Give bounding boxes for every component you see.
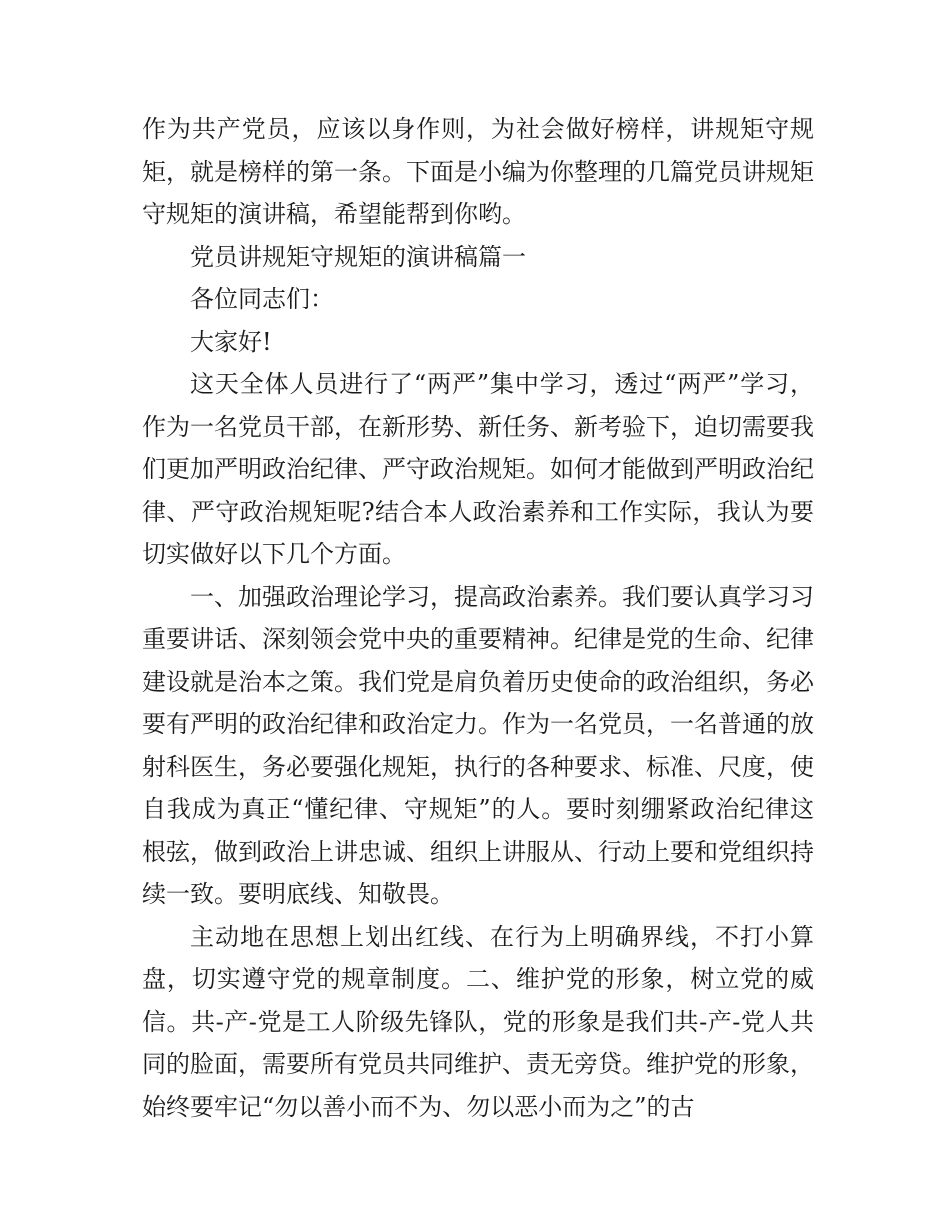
- intro-paragraph: 作为共产党员，应该以身作则，为社会做好榜样，讲规矩守规矩，就是榜样的第一条。下面是小编为你整理的几篇党员讲规矩守规矩的演讲稿，希望能帮到你哟。: [142, 115, 814, 228]
- salutation: 各位同志们：: [190, 285, 334, 313]
- document-body: [142, 108, 814, 1128]
- body-paragraph: 一、加强政治理论学习，提高政治素养。我们要认真学习习重要讲话、深刻领会党中央的重要精神。纪律是党的生命、纪律建设就是治本之策。我们党是肩负着历史使命的政治组织，务必要有严明的政治纪律和政治定力。作为一名党员，一名普通的放射科医生，务必要强化规矩，执行的各种要求、标准、尺度，使自我成为真正“懂纪律、守规矩”的人。要时刻绷紧政治纪律这根弦，做到政治上讲忠诚、组织上讲服从、行动上要和党组织持续一致。要明底线、知敬畏。: [142, 582, 814, 908]
- body-paragraph: 主动地在思想上划出红线、在行为上明确界线，不打小算盘，切实遵守党的规章制度。二、维护党的形象，树立党的威信。共-产-党是工人阶级先锋队，党的形象是我们共-产-党人共同的脸面，需要所有党员共同维护、责无旁贷。维护党的形象，始终要牢记“勿以善小而不为、勿以恶小而为之”的古: [142, 922, 814, 1121]
- greeting: 大家好!: [190, 327, 272, 356]
- body-paragraph: 这天全体人员进行了“两严”集中学习，透过“两严”学习，作为一名党员干部，在新形势、新任务、新考验下，迫切需要我们更加严明政治纪律、严守政治规矩。如何才能做到严明政治纪律、严守政治规矩呢?结合本人政治素养和工作实际，我认为要切实做好以下几个方面。: [142, 370, 814, 568]
- section-heading: 党员讲规矩守规矩的演讲稿篇一: [190, 242, 526, 271]
